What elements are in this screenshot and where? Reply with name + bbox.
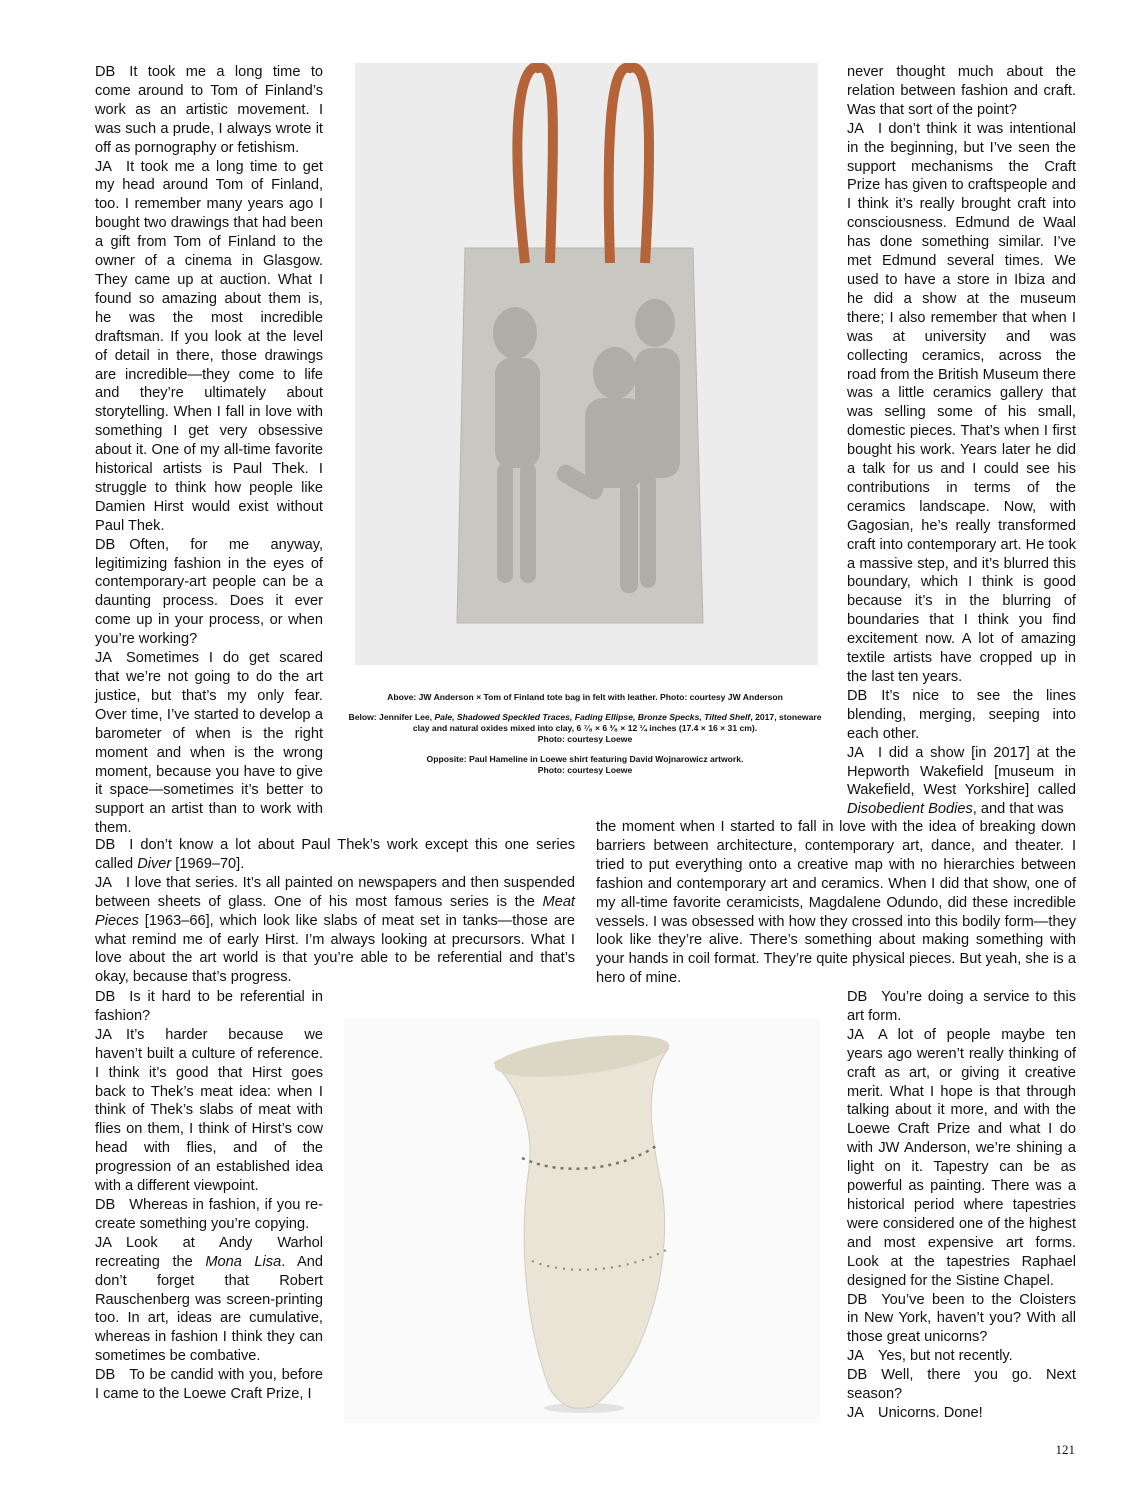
paragraph: JA I love that series. It’s all painted on newspapers and then suspended between sheets of glass. One of his most famous series is the Meat Pieces [1963–66], which look like slabs of meat set in tanks—those are what remind me of early Hirst. I’m always looking at precursors. What I love about the art world is that you’re able to be referential and that’s okay, because that’s progress.	[95, 874, 575, 986]
paragraph: DB Well, there you go. Next season?	[847, 1367, 1076, 1403]
right-column-bottom	[847, 988, 1076, 1423]
paragraph: DB Often, for me anyway, legitimizing fashion in the eyes of contemporary-art people can be a daunting process. Does it ever come up in your process, or when you’re working?	[95, 536, 323, 648]
right-column-top	[847, 63, 1076, 819]
wide-right-block	[596, 818, 1076, 988]
paragraph: JA It took me a long time to get my head around Tom of Finland, too. I remember many years ago I bought two drawings that had been a gift from Tom of Finland to the owner of a cinema in Glasgow. They came up at auction. What I found so amazing about them is, he was the most incredible draftsman. If you look at the level of detail in there, those drawings are incredible—they come to life and they’re ultimately about storytelling. When I fall in love with something I get very obsessive about it. One of my all-time favorite historical artists is Paul Thek. I struggle to think how people like Damien Hirst would exist without Paul Thek.	[95, 158, 323, 534]
paragraph: DB It’s nice to see the lines blending, merging, seeping into each other.	[847, 687, 1076, 742]
paragraph: JA Sometimes I do get scared that we’re not going to do the art justice, but that’s my only fear. Over time, I’ve started to develop a barometer of when is the right moment and when is the wrong moment, because you have to give it space—sometimes it’s better to support an artist than to work with them.	[95, 650, 323, 837]
paragraph: never thought much about the relation between fashion and craft. Was that sort of the point?	[847, 64, 1076, 118]
paragraph: DB I don’t know a lot about Paul Thek’s work except this one series called Diver [1969–70].	[95, 837, 575, 872]
caption-above: Above: JW Anderson × Tom of Finland tote bag in felt with leather. Photo: courtesy JW Anderson	[387, 692, 783, 702]
caption-opposite: Opposite: Paul Hameline in Loewe shirt featuring David Wojnarowicz artwork. Photo: courtesy Loewe	[426, 754, 744, 775]
ceramic-vase-illustration	[344, 1018, 820, 1423]
paragraph: JA Yes, but not recently.	[847, 1348, 1013, 1365]
paragraph: the moment when I started to fall in love with the idea of breaking down barriers between architecture, contemporary art, dance, and theater. I tried to put everything onto a creative map with no hierarchies between fashion and contemporary art and ceramics. When I did that show, one of my all-time favorite ceramicists, Magdalene Odundo, did these incredible vessels. I was obsessed with how they crossed into this bodily form—they look like they’re alive. There’s something about making something with your hands in coil format. They’re quite physical pieces. But yeah, she is a hero of mine.	[596, 819, 1076, 987]
caption-below: Below: Jennifer Lee, Pale, Shadowed Speckled Traces, Fading Ellipse, Bronze Specks, Tilted Shelf, 2017, stoneware clay and natural oxides mixed into clay, 6 ⁷⁄₈ × 6 ³⁄₈ × 12 ¼ inches (17.4 × 16 × 31 cm). Photo: courtesy Loewe	[348, 712, 822, 744]
page-number: 121	[1055, 1442, 1075, 1457]
left-column-bottom	[95, 988, 323, 1404]
paragraph: JA I don’t think it was intentional in the beginning, but I’ve seen the support mechanisms the Craft Prize has given to craftspeople and I think it’s really brought craft into consciousness. Edmund de Waal has done something similar. I’ve met Edmund several times. We used to have a store in Ibiza and he did a show at the museum there; I also remember that when I was at university and was collecting ceramics, across the road from the British Museum there was a little ceramics gallery that was selling some of his small, domestic pieces. That’s when I first bought his work. Years later he did a talk for us and I could see his contributions in terms of the ceramics landscape. Now, with Gagosian, he’s really transformed craft into contemporary art. He took a massive step, and it’s blurred this boundary, which I think is good because it’s in the blurring of boundaries that I think you find excitement now. A lot of amazing textile artists have cropped up in the last ten years.	[847, 120, 1076, 685]
vase-photo	[344, 1018, 820, 1423]
paragraph: DB Whereas in fashion, if you re-create something you’re copying.	[95, 1196, 323, 1232]
wide-left-block	[95, 836, 575, 987]
paragraph: JA Unicorns. Done!	[847, 1404, 983, 1421]
tote-bag-illustration	[355, 63, 818, 665]
tote-bag-photo	[355, 63, 818, 665]
paragraph: DB You’re doing a service to this art form.	[847, 989, 1076, 1024]
paragraph: JA It’s harder because we haven’t built a culture of reference. I think it’s good that Hirst goes back to Thek’s meat idea: when I think of Thek’s slabs of meat with flies on them, I think of Hirst’s cow head with flies, and of the progression of an established idea with a different viewpoint.	[95, 1026, 323, 1195]
paragraph: JA A lot of people maybe ten years ago weren’t really thinking of craft as art, or giving it creative merit. What I hope is that through talking about it more, and with the Loewe Craft Prize and what I do with JW Anderson, we’re shining a light on it. Tapestry can be as powerful as painting. There was a historical period where tapestries were considered one of the highest and most expensive art forms. Look at the tapestries Raphael designed for the Sistine Chapel.	[847, 1026, 1076, 1289]
left-column-top	[95, 63, 323, 838]
paragraph: DB Is it hard to be referential in fashion?	[95, 989, 323, 1024]
paragraph: JA Look at Andy Warhol recreating the Mona Lisa. And don’t forget that Robert Rauschenberg was screen-printing too. In art, ideas are cumulative, whereas in fashion I think they can sometimes be combative.	[95, 1234, 323, 1365]
paragraph: DB It took me a long time to come around to Tom of Finland’s work as an artistic movement. I was such a prude, I always wrote it off as pornography or fetishism.	[95, 64, 323, 156]
paragraph: JA I did a show [in 2017] at the Hepworth Wakefield [museum in Wakefield, West Yorkshire] called Disobedient Bodies, and that was	[847, 744, 1076, 818]
paragraph: DB You’ve been to the Cloisters in New York, haven’t you? With all those great unicorns?	[847, 1291, 1076, 1346]
paragraph: DB To be candid with you, before I came to the Loewe Craft Prize, I	[95, 1367, 323, 1403]
photo-captions	[340, 692, 830, 785]
